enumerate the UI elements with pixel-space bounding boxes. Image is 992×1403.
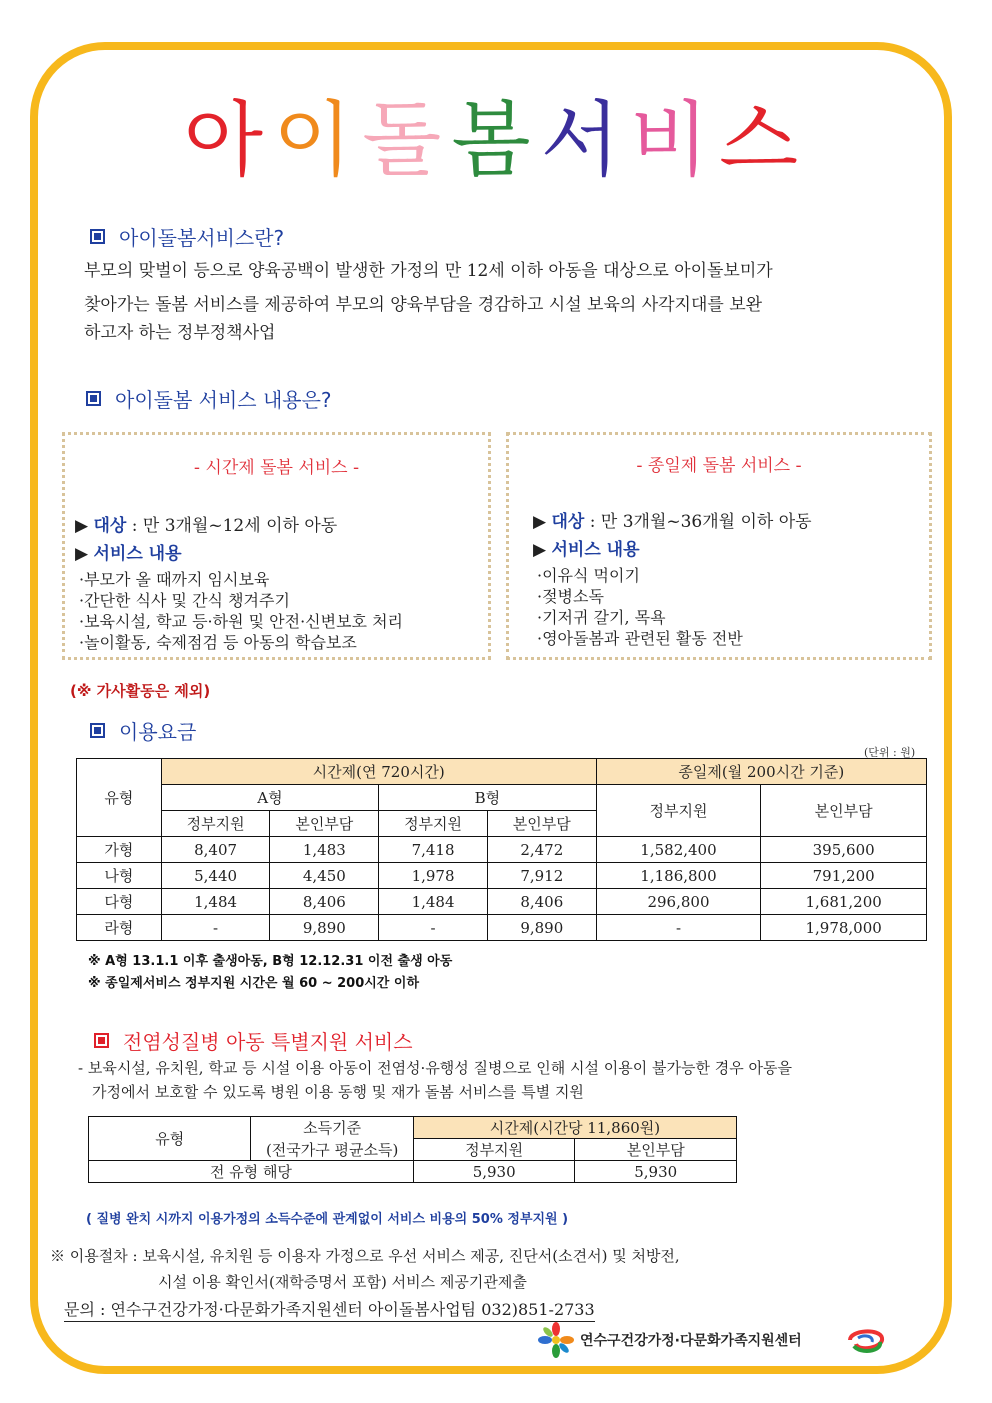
full-day-service-label: ▶ 서비스 내용: [533, 540, 640, 560]
square-bullet-icon: [86, 391, 101, 406]
contact-info: 문의 : 연수구건강가정·다문화가족지원센터 아이돌봄사업팀 032)851-2733: [64, 1297, 595, 1322]
col-header-full-day: 종일제(월 200시간 기준): [596, 759, 926, 785]
title-char: 비: [629, 93, 720, 188]
table-row: 전 유형 해당 5,930 5,930: [89, 1161, 737, 1183]
section-heading-about: 아이돌봄서비스란?: [90, 222, 284, 251]
fee-table: [76, 758, 927, 941]
time-based-service-label: ▶ 서비스 내용: [75, 544, 182, 564]
time-based-title: - 시간제 돌봄 서비스 -: [193, 458, 360, 478]
half-support-note: ( 질병 완치 시까지 이용가정의 소득수준에 관계없이 서비스 비용의 50% 정부지원 ): [86, 1212, 569, 1227]
section-heading-fees: 이용요금: [90, 716, 196, 745]
title-char: 서: [540, 93, 630, 188]
time-based-bullets: ·부모가 올 때까지 임시보육 ·간단한 식사 및 간식 챙겨주기 ·보육시설, 학교 등·하원 및 안전·신변보호 처리 ·놀이활동, 숙제점검 등 아동의 학습보조: [79, 570, 403, 652]
special-fee-table: 유형 소득기준 시간제(시간당 11,860원) (전국가구 평균소득) 정부지원 본인부담 전 유형 해당 5,930 5,930: [88, 1116, 737, 1183]
full-day-bullets: ·이유식 먹이기 ·젖병소독 ·기저귀 갈기, 목욕 ·영아돌봄과 관련된 활동 전반: [537, 566, 743, 648]
title-char: 돌: [362, 93, 452, 188]
col-header-full-self: 본인부담: [761, 785, 927, 837]
table-row: 다형 1,484 8,406 1,484 8,406 296,800 1,681,200: [77, 889, 927, 915]
col-header-a-gov: 정부지원: [161, 811, 270, 837]
square-bullet-icon: [94, 1033, 109, 1048]
full-day-target: ▶ 대상 : 만 3개월~36개월 이하 아동: [533, 512, 812, 532]
title-char: 이: [272, 93, 363, 188]
procedure-text: ※ 이용절차 : 보육시설, 유치원 등 이용자 가정으로 우선 서비스 제공, 진단서(소견서) 및 처방전, 시설 이용 확인서(재학증명서 포함) 서비스 제공기관제출: [50, 1247, 680, 1291]
title-char: 봄: [451, 93, 541, 188]
about-paragraph: 부모의 맞벌이 등으로 양육공백이 발생한 가정의 만 12세 이하 아동을 대상으로 아이돌보미가 찾아가는 돌봄 서비스를 제공하여 부모의 양육부담을 경감하고 시설 보육의 사각지대를 보완 하고자 하는 정부정책사업: [84, 261, 773, 343]
swirl-logo-icon: [842, 1324, 888, 1356]
col-header-a-type: A형: [161, 785, 378, 811]
triangle-bullet-icon: ▶: [533, 512, 552, 532]
special-description: - 보육시설, 유치원, 학교 등 시설 이용 아동이 전염성·유행성 질병으로 인해 시설 이용이 불가능한 경우 아동을 가정에서 보호할 수 있도록 병원 이용 동행 및 재가 돌봄 서비스를 특별 지원: [78, 1059, 792, 1101]
triangle-bullet-icon: ▶: [75, 516, 94, 536]
housework-excluded-note: (※ 가사활동은 제외): [70, 682, 211, 700]
col-header-time-based: 시간제(연 720시간): [161, 759, 596, 785]
col-header-a-self: 본인부담: [270, 811, 379, 837]
title-char: 아: [183, 93, 273, 188]
square-bullet-icon: [90, 229, 105, 244]
section-heading-special: 전염성질병 아동 특별지원 서비스: [94, 1026, 413, 1055]
triangle-bullet-icon: ▶: [533, 540, 552, 560]
unit-label: (단위 : 원): [864, 746, 916, 759]
col-header-full-gov: 정부지원: [596, 785, 761, 837]
section-heading-content: 아이돌봄 서비스 내용은?: [86, 384, 332, 413]
triangle-bullet-icon: ▶: [75, 544, 94, 564]
full-day-service-box: [506, 432, 932, 660]
flower-logo-icon: [536, 1320, 580, 1360]
col-header-b-self: 본인부담: [487, 811, 596, 837]
full-day-title: - 종일제 돌봄 서비스 -: [636, 456, 802, 476]
square-bullet-icon: [90, 723, 105, 738]
table-row: 가형 8,407 1,483 7,418 2,472 1,582,400 395,600: [77, 837, 927, 863]
center-logo: 연수구건강가정·다문화가족지원센터: [536, 1320, 896, 1360]
col-header-b-type: B형: [379, 785, 596, 811]
page-title: [0, 93, 992, 188]
full-day-hours-note: ※ 종일제서비스 정부지원 시간은 월 60 ~ 200시간 이하: [88, 976, 420, 991]
col-header-b-gov: 정부지원: [379, 811, 488, 837]
table-row: 나형 5,440 4,450 1,978 7,912 1,186,800 791,200: [77, 863, 927, 889]
time-based-service-box: [62, 432, 491, 660]
title-char: 스: [719, 93, 809, 188]
birth-date-note: ※ A형 13.1.1 이후 출생아동, B형 12.12.31 이전 출생 아동: [88, 954, 453, 969]
table-row: 라형 - 9,890 - 9,890 - 1,978,000: [77, 915, 927, 941]
col-header-type: 유형: [77, 759, 162, 837]
time-based-target: ▶ 대상 : 만 3개월~12세 이하 아동: [75, 516, 338, 536]
